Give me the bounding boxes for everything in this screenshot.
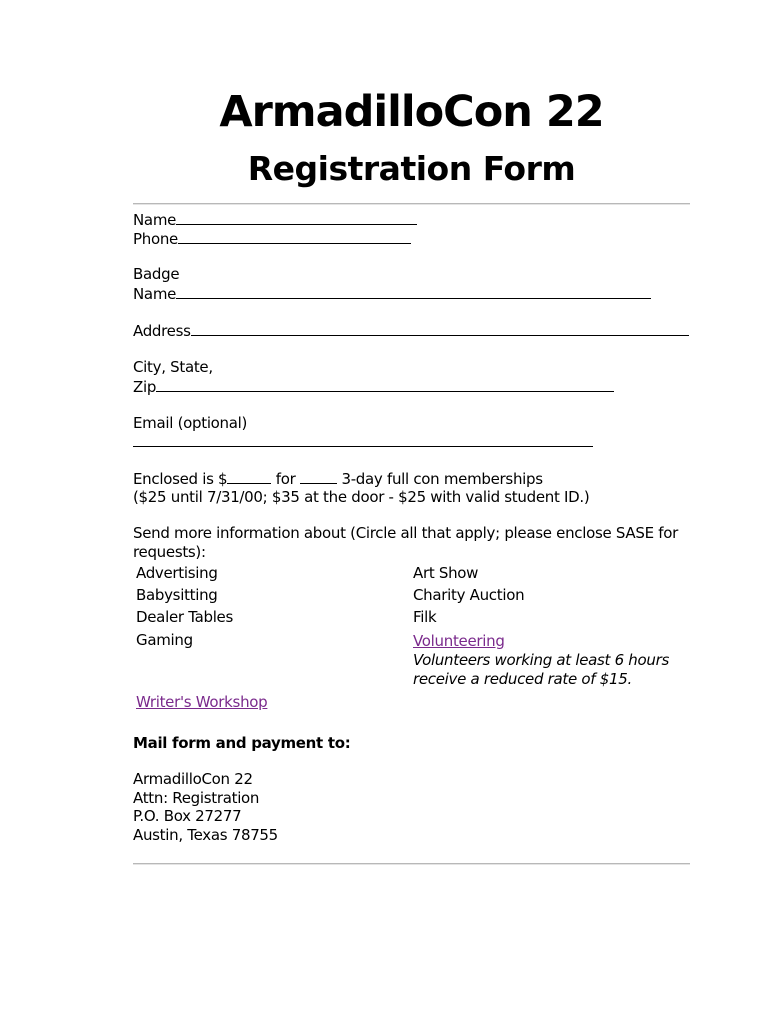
option-charity-auction[interactable]: Charity Auction: [413, 586, 525, 604]
mail-address-line-2: Attn: Registration: [133, 789, 260, 807]
top-divider: [133, 203, 690, 205]
bottom-divider: [133, 863, 690, 865]
option-babysitting[interactable]: Babysitting: [136, 586, 218, 604]
address-blank[interactable]: [191, 321, 689, 336]
info-intro-2: requests):: [133, 543, 206, 561]
zip-label: Zip: [133, 378, 157, 396]
city-label-line: [133, 358, 213, 377]
option-art-show[interactable]: Art Show: [413, 564, 479, 582]
email-label-line: [133, 414, 247, 433]
mail-address-line-3: P.O. Box 27277: [133, 807, 242, 825]
page-title: ArmadilloCon 22: [219, 87, 604, 137]
address-label: Address: [133, 322, 191, 340]
pricing-line: [133, 488, 589, 507]
volunteer-note-1: Volunteers working at least 6 hours: [413, 651, 669, 669]
badge-label: Badge: [133, 265, 180, 283]
mail-address-line-1: ArmadilloCon 22: [133, 770, 253, 788]
badge-name-label: Name: [133, 285, 177, 303]
enclosed-line: [133, 469, 543, 489]
option-dealer-tables[interactable]: Dealer Tables: [136, 608, 234, 626]
phone-field: [133, 229, 411, 249]
mail-address-line-4: Austin, Texas 78755: [133, 826, 278, 844]
badge-name-blank[interactable]: [176, 284, 651, 299]
volunteering-link[interactable]: Volunteering: [413, 632, 505, 650]
enclosed-prefix: Enclosed is $: [133, 470, 228, 488]
zip-field: [133, 377, 614, 397]
mail-heading: Mail form and payment to:: [133, 734, 351, 752]
city-label: City, State,: [133, 358, 213, 376]
email-field: [133, 432, 593, 452]
enclosed-suffix: 3-day full con memberships: [341, 470, 543, 488]
option-gaming[interactable]: Gaming: [136, 631, 193, 649]
phone-blank[interactable]: [178, 229, 411, 244]
name-field: [133, 210, 417, 230]
enclosed-middle: for: [275, 470, 296, 488]
option-filk[interactable]: Filk: [413, 608, 437, 626]
page-subtitle: Registration Form: [247, 149, 576, 188]
membership-count-blank[interactable]: [300, 469, 337, 484]
info-intro-1: Send more information about (Circle all that apply; please enclose SASE for: [133, 524, 678, 542]
amount-blank[interactable]: [227, 469, 271, 484]
info-intro-line-2: [133, 543, 206, 562]
badge-label-line: [133, 265, 179, 284]
email-blank[interactable]: [133, 432, 593, 447]
name-blank[interactable]: [176, 210, 417, 225]
badge-name-field: [133, 284, 651, 304]
email-label: Email (optional): [133, 414, 248, 432]
name-label: Name: [133, 211, 177, 229]
pricing-text: ($25 until 7/31/00; $35 at the door - $25 with valid student ID.): [133, 488, 590, 506]
volunteer-note-2: receive a reduced rate of $15.: [413, 670, 632, 688]
address-field: [133, 321, 689, 341]
zip-blank[interactable]: [156, 377, 614, 392]
info-intro-line-1: [133, 524, 678, 543]
writers-workshop-link[interactable]: Writer's Workshop: [136, 693, 268, 711]
phone-label: Phone: [133, 230, 178, 248]
option-advertising[interactable]: Advertising: [136, 564, 218, 582]
